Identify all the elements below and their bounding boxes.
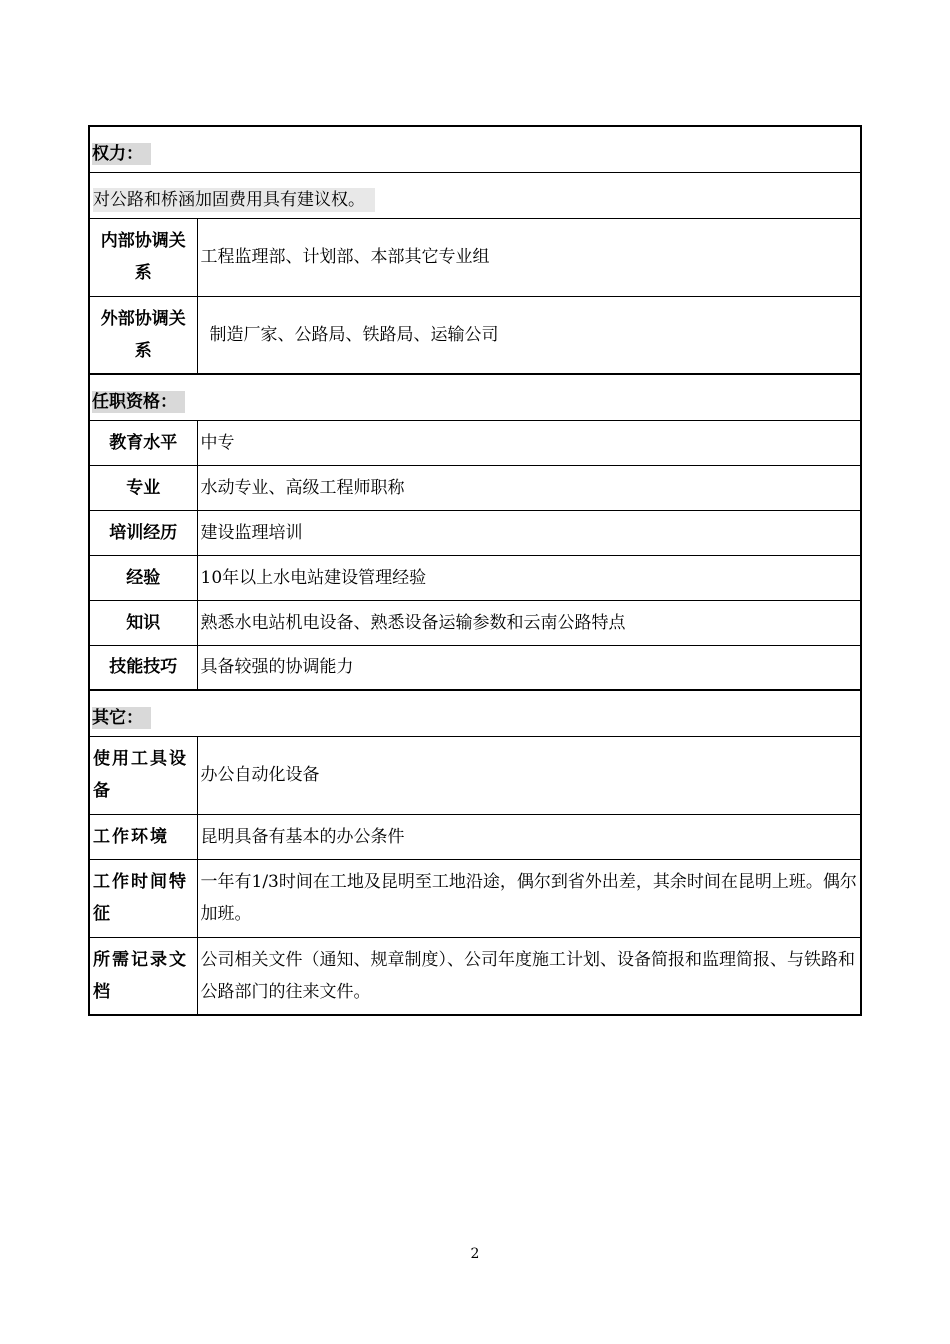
qualification-value: 中专: [197, 420, 861, 465]
other-row: [89, 859, 861, 937]
other-value: 昆明具备有基本的办公条件: [197, 814, 861, 859]
qualification-value: 具备较强的协调能力: [197, 645, 861, 690]
section-power-row: [89, 126, 861, 172]
qualification-row: [89, 510, 861, 555]
other-row: [89, 937, 861, 1015]
section-other-row: [89, 690, 861, 736]
other-value: 一年有1/3时间在工地及昆明至工地沿途，偶尔到省外出差，其余时间在昆明上班。偶尔加班。: [197, 859, 861, 937]
other-label: 使用工具设备: [89, 736, 197, 814]
qualification-label: 专业: [89, 465, 197, 510]
other-value: 办公自动化设备: [197, 736, 861, 814]
qualification-row: [89, 420, 861, 465]
qualification-value: 水动专业、高级工程师职称: [197, 465, 861, 510]
qualification-value: 熟悉水电站机电设备、熟悉设备运输参数和云南公路特点: [197, 600, 861, 645]
job-description-table: [88, 125, 862, 1016]
section-qualifications-row: [89, 374, 861, 420]
qualification-row: [89, 645, 861, 690]
other-label: 工作环境: [89, 814, 197, 859]
qualification-value: 10年以上水电站建设管理经验: [197, 555, 861, 600]
qualification-row: [89, 465, 861, 510]
power-content: 对公路和桥涵加固费用具有建议权。: [93, 188, 375, 212]
qualification-label: 教育水平: [89, 420, 197, 465]
other-label: 所需记录文档: [89, 937, 197, 1015]
qualification-row: [89, 555, 861, 600]
section-title-other: 其它：: [92, 707, 151, 729]
external-relations-value: 制造厂家、公路局、铁路局、运输公司: [197, 296, 861, 374]
power-content-row: [89, 172, 861, 218]
qualification-value: 建设监理培训: [197, 510, 861, 555]
external-relations-row: [89, 296, 861, 374]
section-title-power: 权力：: [92, 143, 151, 165]
other-row: [89, 736, 861, 814]
external-relations-label: 外部协调关系: [89, 296, 197, 374]
qualification-label: 知识: [89, 600, 197, 645]
other-row: [89, 814, 861, 859]
section-title-qualifications: 任职资格：: [92, 391, 185, 413]
internal-relations-value: 工程监理部、计划部、本部其它专业组: [197, 218, 861, 296]
page-number: 2: [470, 1246, 480, 1262]
internal-relations-row: [89, 218, 861, 296]
other-value: 公司相关文件（通知、规章制度）、公司年度施工计划、设备简报和监理简报、与铁路和公路部门的往来文件。: [197, 937, 861, 1015]
other-label: 工作时间特征: [89, 859, 197, 937]
qualification-label: 技能技巧: [89, 645, 197, 690]
qualification-label: 经验: [89, 555, 197, 600]
qualification-row: [89, 600, 861, 645]
internal-relations-label: 内部协调关系: [89, 218, 197, 296]
qualification-label: 培训经历: [89, 510, 197, 555]
